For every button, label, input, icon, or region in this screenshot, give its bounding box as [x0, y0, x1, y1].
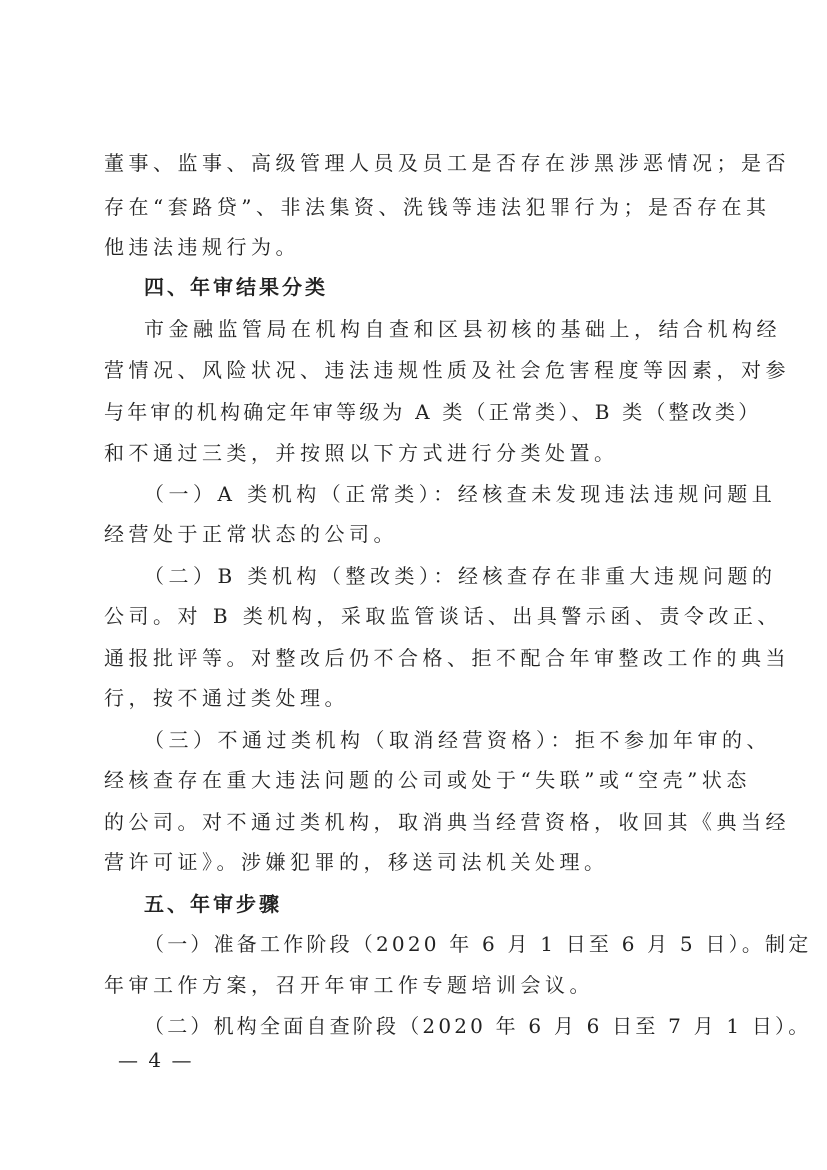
- body-line: （一）准备工作阶段（2020 年 6 月 1 日至 6 月 5 日）。制定: [144, 932, 812, 956]
- body-line: 他违法违规行为。: [104, 235, 300, 259]
- body-line: 存在“套路贷”、非法集资、洗钱等违法犯罪行为；是否存在其: [104, 195, 771, 219]
- section-heading: 五、年审步骤: [144, 892, 282, 916]
- body-line: 董事、监事、高级管理人员及员工是否存在涉黑涉恶情况；是否: [104, 151, 790, 175]
- body-line: 行，按不通过类处理。: [104, 686, 349, 710]
- page-number: — 4 —: [118, 1048, 194, 1072]
- body-line: 经营处于正常状态的公司。: [104, 522, 398, 546]
- body-line: 和不通过三类，并按照以下方式进行分类处置。: [104, 441, 619, 465]
- body-line: （二）机构全面自查阶段（2020 年 6 月 6 日至 7 月 1 日）。: [144, 1014, 812, 1038]
- body-line: 营情况、风险状况、违法违规性质及社会危害程度等因素，对参: [104, 358, 790, 382]
- body-line: （三）不通过类机构（取消经营资格）：拒不参加年审的、: [144, 728, 771, 752]
- body-line: （一）A 类机构（正常类）：经核查未发现违法违规问题且: [144, 482, 777, 506]
- body-line: 营许可证》。涉嫌犯罪的，移送司法机关处理。: [104, 850, 609, 874]
- section-heading: 四、年审结果分类: [144, 275, 328, 299]
- body-line: 公司。对 B 类机构，采取监管谈话、出具警示函、责令改正、: [104, 604, 782, 628]
- body-line: 经核查存在重大违法问题的公司或处于“失联”或“空壳”状态: [104, 768, 751, 792]
- body-line: 与年审的机构确定年审等级为 A 类（正常类）、B 类（整改类）: [104, 400, 762, 424]
- body-line: 通报批评等。对整改后仍不合格、拒不配合年审整改工作的典当: [104, 646, 790, 670]
- body-line: 的公司。对不通过类机构，取消典当经营资格，收回其《典当经: [104, 810, 790, 834]
- body-line: 年审工作方案，召开年审工作专题培训会议。: [104, 973, 594, 997]
- body-line: （二）B 类机构（整改类）：经核查存在非重大违规问题的: [144, 564, 777, 588]
- body-line: 市金融监管局在机构自查和区县初核的基础上，结合机构经: [144, 317, 781, 341]
